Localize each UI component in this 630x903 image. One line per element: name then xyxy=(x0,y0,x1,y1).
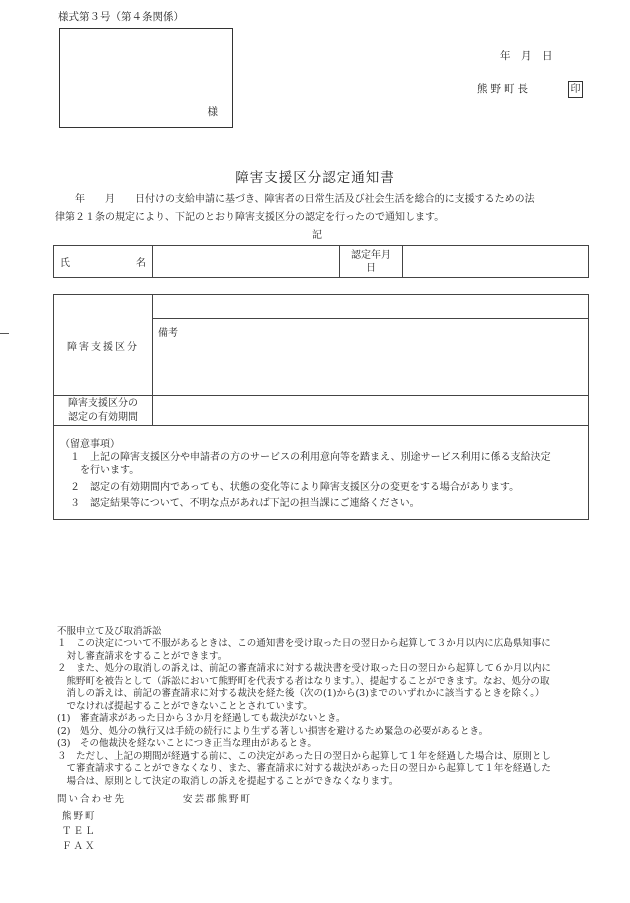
appeal-line: 消しの訴えは、前記の審査請求に対する裁決を経た後（次の(1)から(3)までのいずれかに該当するときを除く。） xyxy=(57,688,545,699)
note-item-1a: １ 上記の障害支援区分や申請者の方のサービスの利用意向等を踏まえ、別途サービス利用に係る支給決定 xyxy=(70,452,551,463)
appeal-line: でなければ提起することができないこととされています。 xyxy=(57,700,313,712)
validity-label-a: 障害支援区分の xyxy=(68,397,138,409)
appeal-line: (2) 処分、処分の執行又は手続の続行により生ずる著しい損害を避けるため緊急の必要があるとき。 xyxy=(57,725,489,737)
note-item-3: ３ 認定結果等について、不明な点があれば下記の担当課にご連絡ください。 xyxy=(70,498,420,509)
document-title: 障害支援区分認定通知書 xyxy=(235,170,395,186)
cert-date-value-cell[interactable] xyxy=(403,246,589,278)
form-number: 様式第３号（第４条関係） xyxy=(58,11,184,23)
appeal-line: １ この決定について不服があるときは、この通知書を受け取った日の翌日から起算して３か月以内に広島県知事に xyxy=(57,638,551,649)
seal-mark: 印 xyxy=(568,81,583,98)
cert-date-label-cell xyxy=(340,246,403,278)
contact-org: 安芸郡熊野町 xyxy=(183,794,253,805)
note-item-1b: を行います。 xyxy=(80,465,140,476)
note-item-2: ２ 認定の有効期間内であっても、状態の変化等により障害支援区分の変更をする場合があります。 xyxy=(70,482,520,493)
appeal-line: て審査請求することができなくなり、また、審査請求に対する裁決があった日の翌日から起算して１年を経過した xyxy=(57,763,551,774)
addressee-suffix: 様 xyxy=(207,106,218,118)
margin-tick xyxy=(0,333,9,334)
cert-date-label-a: 認定年月 xyxy=(351,249,391,261)
contact-label: 問い合わせ先 xyxy=(57,794,127,805)
addressee-box xyxy=(59,28,233,128)
appeal-line: (3) その他裁決を経ないことにつき正当な理由があるとき。 xyxy=(57,738,317,749)
category-label-cell: 障害支援区分 xyxy=(54,295,153,396)
remarks-cell[interactable] xyxy=(153,319,589,396)
appeal-body xyxy=(57,638,551,788)
intro-line-1: 年 月 日付けの支給申請に基づき、障害者の日常生活及び社会生活を総合的に支援するための法 xyxy=(55,194,535,205)
name-label-b: 名 xyxy=(136,258,146,269)
notes-heading: （留意事項） xyxy=(60,439,120,450)
name-label-a: 氏 xyxy=(60,258,70,269)
validity-label-cell xyxy=(54,396,153,426)
notes-box xyxy=(53,426,589,520)
issuer-name: 熊野町長 xyxy=(477,83,531,95)
contact-tel: ＴＥＬ xyxy=(62,826,97,837)
appeal-line: ３ ただし、上記の期間が経過する前に、この決定があった日の翌日から起算して１年を経過した場合は、原則とし xyxy=(57,750,551,762)
cert-date-label-b: 日 xyxy=(366,262,376,274)
appeal-heading: 不服申立て及び取消訴訟 xyxy=(57,626,162,637)
appeal-line: 熊野町を被告として（訴訟において熊野町を代表する者はなります。）、提起することができます。なお、処分の取 xyxy=(57,675,550,687)
category-value-cell[interactable] xyxy=(153,295,589,319)
intro-line-2: 律第２１条の規定により、下記のとおり障害支援区分の認定を行ったので通知します。 xyxy=(55,212,445,223)
name-label-cell xyxy=(54,246,153,278)
applicant-table xyxy=(53,245,589,278)
ki-mark: 記 xyxy=(312,230,322,241)
appeal-line: 対し審査請求をすることができます。 xyxy=(57,650,228,662)
appeal-line: ２ また、処分の取消しの訴えは、前記の審査請求に対する裁決書を受け取った日の翌日から起算して６か月以内に xyxy=(57,663,552,674)
contact-fax: ＦＡＸ xyxy=(62,841,97,852)
remarks-label: 備考 xyxy=(158,328,178,339)
contact-dept: 熊野町 xyxy=(62,811,97,822)
name-value-cell[interactable] xyxy=(153,246,340,278)
appeal-line: (1) 審査請求があった日から３か月を経過しても裁決がないとき。 xyxy=(57,713,346,724)
validity-label-b: 認定の有効期間 xyxy=(68,411,138,423)
validity-value-cell[interactable] xyxy=(153,396,589,426)
appeal-line: 場合は、原則として決定の取消しの訴えを提起することができなくなります。 xyxy=(57,775,399,787)
category-table xyxy=(53,294,589,426)
issue-date: 年 月 日 xyxy=(500,50,553,62)
